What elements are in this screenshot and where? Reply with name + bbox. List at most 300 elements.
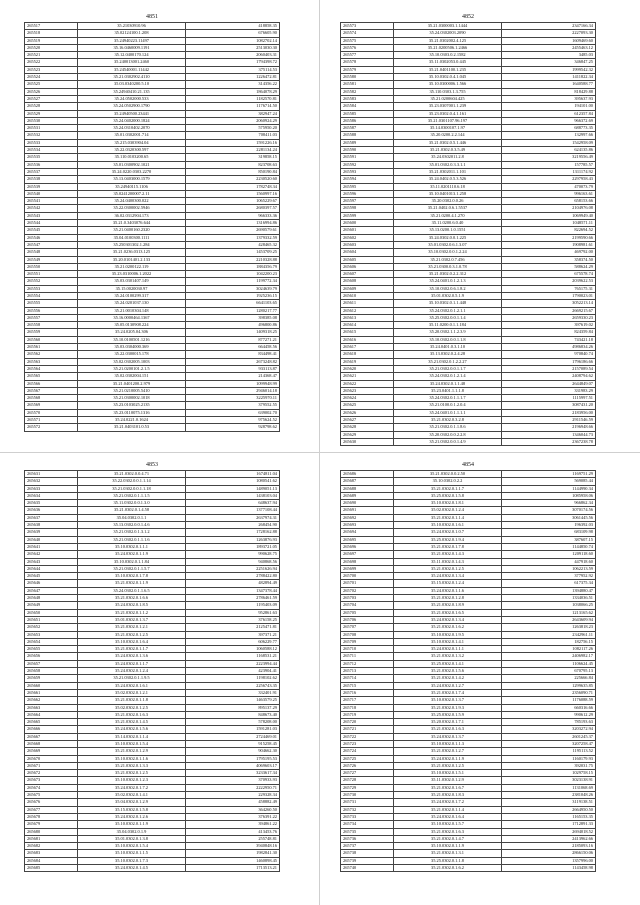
code-cell: 35.21.0301107.96.197 — [394, 117, 502, 124]
amount-cell: 975624.52 — [186, 417, 280, 424]
code-cell: 35.215.0303904.04 — [78, 139, 186, 146]
amount-cell: 3233617.34 — [186, 770, 280, 777]
code-cell: 35.21.0302.0.1.1.1.6 — [78, 536, 186, 543]
table-row — [341, 431, 596, 438]
record-id-cell: 265604 — [341, 249, 394, 256]
code-cell: 35.04.0302.0.1.1 — [78, 514, 186, 521]
record-id-cell: 265718 — [341, 704, 394, 711]
amount-cell: 1411822.34 — [502, 74, 596, 81]
amount-cell: 482894.49 — [186, 580, 280, 587]
table-row — [341, 307, 596, 314]
amount-cell: 2637974.31 — [186, 514, 280, 521]
table-row — [341, 300, 596, 307]
amount-cell: 2413962.66 — [502, 835, 596, 842]
record-id-cell: 265523 — [25, 66, 78, 73]
code-cell: 35.22.0302.0.0.1.1.14 — [78, 478, 186, 485]
code-cell: 35.21.0302.0.1.4.2 — [394, 675, 502, 682]
table-row — [341, 322, 596, 329]
code-cell: 35.13.0200.1.0.1551 — [394, 227, 502, 234]
amount-cell: 2786461.59 — [186, 595, 280, 602]
amount-cell: 1209118.60 — [502, 551, 596, 558]
record-id-cell: 265729 — [341, 784, 394, 791]
record-id-cell: 265642 — [25, 551, 78, 558]
table-row — [25, 522, 280, 529]
record-id-cell: 265636 — [25, 507, 78, 514]
code-cell: 35.02124100.1.208 — [78, 30, 186, 37]
table-row — [25, 44, 280, 51]
record-id-cell: 265690 — [341, 500, 394, 507]
code-cell: 35.21.0400160.2320 — [78, 227, 186, 234]
table-body — [341, 23, 596, 446]
code-cell: 35.01.0302.0.6.1.3.07 — [394, 241, 502, 248]
table-row — [25, 402, 280, 409]
code-cell: 35.25.0302.0.1.4.1 — [394, 660, 502, 667]
record-id-cell: 265548 — [25, 249, 78, 256]
record-id-cell: 265599 — [341, 212, 394, 219]
page-top-left — [24, 12, 280, 432]
record-id-cell: 265702 — [341, 587, 394, 594]
table-row — [25, 602, 280, 609]
table-row — [25, 478, 280, 485]
amount-cell: 624135.86 — [502, 147, 596, 154]
record-id-cell: 265637 — [25, 514, 78, 521]
amount-cell: 2911546.59 — [502, 417, 596, 424]
code-cell: 35.21.0.3403076.644 — [78, 220, 186, 227]
amount-cell: 395637.93 — [502, 95, 596, 102]
amount-cell: 676605.90 — [186, 30, 280, 37]
table-row — [25, 37, 280, 44]
record-id-cell: 265593 — [341, 168, 394, 175]
code-cell: 35.04.0100300.1111 — [78, 234, 186, 241]
table-row — [25, 380, 280, 387]
amount-cell: 708411.03 — [186, 132, 280, 139]
record-id-cell: 265666 — [25, 726, 78, 733]
code-cell: 35.24.0310402.2070 — [78, 125, 186, 132]
record-id-cell: 265630 — [341, 438, 394, 445]
amount-cell: 2251626.94 — [186, 565, 280, 572]
amount-cell: 2866150.06 — [502, 850, 596, 857]
record-id-cell: 265517 — [25, 23, 78, 30]
code-cell: 35.24.0502000.533 — [78, 95, 186, 102]
table-row — [341, 770, 596, 777]
amount-cell: 1674811.04 — [186, 471, 280, 478]
code-cell: 35.21.0302.0.0.1.4.9 — [394, 438, 502, 445]
code-cell: 35.21.0302.0.1.6.2 — [394, 624, 502, 631]
code-cell: 35.21.0302.0.1.3.1.2 — [78, 529, 186, 536]
data-table — [340, 470, 596, 872]
record-id-cell: 265608 — [341, 278, 394, 285]
code-cell: 35.21.0302.0.1.1.7 — [394, 485, 502, 492]
code-cell: 35.24.0402000.1824 — [78, 117, 186, 124]
code-cell: 35.10.0302.0.1.9.5 — [394, 631, 502, 638]
table-row — [25, 365, 280, 372]
table-row — [341, 37, 596, 44]
code-cell: 35.24.0302.0.1.1.7 — [78, 660, 186, 667]
amount-cell: 1463579.25 — [186, 697, 280, 704]
table-row — [341, 551, 596, 558]
table-row — [341, 81, 596, 88]
code-cell: 35.13.0302.0.0.1.4.6 — [78, 522, 186, 529]
amount-cell: 1168531.21 — [186, 653, 280, 660]
amount-cell: 2342961.11 — [502, 631, 596, 638]
table-row — [25, 74, 280, 81]
record-id-cell: 265731 — [341, 799, 394, 806]
code-cell: 35.21.0302.0.0.4.71 — [78, 471, 186, 478]
record-id-cell: 265541 — [25, 198, 78, 205]
table-row — [25, 719, 280, 726]
amount-cell: 743421.18 — [502, 336, 596, 343]
record-id-cell: 265545 — [25, 227, 78, 234]
code-cell: 35.21.0302.0.2.2.312 — [394, 271, 502, 278]
amount-cell: 2724469.01 — [186, 733, 280, 740]
record-id-cell: 265595 — [341, 183, 394, 190]
code-cell: 35.24.0302.0.0.1.225 — [394, 234, 502, 241]
code-cell: 35.24.0302.0.1.1.9 — [78, 551, 186, 558]
table-row — [341, 220, 596, 227]
amount-cell: 904662.30 — [186, 748, 280, 755]
record-id-cell: 265651 — [25, 616, 78, 623]
amount-cell: 1263876.93 — [186, 536, 280, 543]
amount-cell: 2643609.94 — [502, 616, 596, 623]
code-cell: 35.16.0000464.1367 — [78, 314, 186, 321]
table-row — [341, 249, 596, 256]
amount-cell: 1060588.12 — [186, 646, 280, 653]
record-id-cell: 265709 — [341, 638, 394, 645]
code-cell: 35.10.0302.0.1.1.5 — [78, 850, 186, 857]
table-row — [25, 609, 280, 616]
code-cell: 35.24.0302.0.1.2.4 — [78, 668, 186, 675]
record-id-cell: 265522 — [25, 59, 78, 66]
record-id-cell: 265588 — [341, 132, 394, 139]
code-cell: 35.110.0303.1.3.755 — [394, 88, 502, 95]
record-id-cell: 265677 — [25, 806, 78, 813]
table-row — [341, 675, 596, 682]
table-row — [341, 154, 596, 161]
table-row — [25, 424, 280, 431]
table-row — [341, 205, 596, 212]
amount-cell: 933113.87 — [186, 365, 280, 372]
amount-cell: 2788422.80 — [186, 573, 280, 580]
table-row — [341, 478, 596, 485]
table-row — [25, 529, 280, 536]
amount-cell: 1065229.67 — [186, 198, 280, 205]
code-cell: 35.21.0302.0.1.1.2 — [78, 609, 186, 616]
code-cell: 35.21.0302002.4.125 — [394, 37, 502, 44]
record-id-cell: 265635 — [25, 500, 78, 507]
code-cell: 35.22.0300015.178 — [78, 351, 186, 358]
record-id-cell: 265537 — [25, 168, 78, 175]
amount-cell: 1169751.29 — [502, 471, 596, 478]
amount-cell: 1591281.03 — [186, 726, 280, 733]
table-row — [25, 220, 280, 227]
code-cell: 35.21.0302.0.1.1.7 — [78, 646, 186, 653]
code-cell: 35.24.0401.0.1.1.1.1 — [394, 409, 502, 416]
table-row — [25, 23, 280, 30]
record-id-cell: 265654 — [25, 638, 78, 645]
code-cell: 35.10.0401013.1.258 — [394, 190, 502, 197]
code-cell: 35.20.0302.0.1.7.1 — [394, 719, 502, 726]
record-id-cell: 265723 — [341, 740, 394, 747]
amount-cell: 2644849.07 — [502, 380, 596, 387]
amount-cell: 1106624.45 — [502, 660, 596, 667]
amount-cell: 182756.15 — [502, 638, 596, 645]
code-cell: 35.02.0302.0.1.2.4 — [394, 507, 502, 514]
table-row — [341, 417, 596, 424]
record-id-cell: 265683 — [25, 850, 78, 857]
amount-cell: 194101.00 — [502, 103, 596, 110]
amount-cell: 617375.34 — [502, 580, 596, 587]
table-row — [341, 500, 596, 507]
amount-cell: 648637.94 — [186, 500, 280, 507]
table-row — [25, 322, 280, 329]
table-row — [25, 646, 280, 653]
code-cell: 35.11.0302.0.1.2.9 — [394, 777, 502, 784]
code-cell: 35.21.0302.0.1.2.5 — [78, 631, 186, 638]
table-row — [341, 777, 596, 784]
record-id-cell: 265610 — [341, 292, 394, 299]
amount-cell: 331983.29 — [502, 387, 596, 394]
table-row — [25, 205, 280, 212]
table-row — [25, 587, 280, 594]
record-id-cell: 265730 — [341, 792, 394, 799]
code-cell: 35.21.0302.0.1.1.9 — [78, 580, 186, 587]
amount-cell: 1082702.14 — [186, 37, 280, 44]
code-cell: 35.21.0302.0.0.2.50 — [394, 471, 502, 478]
amount-cell: 470073.79 — [502, 183, 596, 190]
record-id-cell: 265680 — [25, 828, 78, 835]
record-id-cell: 265564 — [25, 365, 78, 372]
code-cell: 35.21.0302.0.1.2.7 — [394, 748, 502, 755]
table-row — [25, 551, 280, 558]
amount-cell: 2281134.24 — [186, 147, 280, 154]
record-id-cell: 265632 — [25, 478, 78, 485]
record-id-cell: 265644 — [25, 565, 78, 572]
amount-cell: 1982841.30 — [186, 850, 280, 857]
amount-cell: 2183956.00 — [502, 409, 596, 416]
code-cell: 35.21.0302.0.1.8.9 — [394, 602, 502, 609]
record-id-cell: 265557 — [25, 314, 78, 321]
code-cell: 35.25.0302.0.0.1.1.4 — [394, 314, 502, 321]
code-cell: 35.11.0201110.6.18 — [394, 183, 502, 190]
record-id-cell: 265628 — [341, 424, 394, 431]
table-row — [341, 88, 596, 95]
record-id-cell: 265520 — [25, 44, 78, 51]
record-id-cell: 265697 — [341, 551, 394, 558]
code-cell: 35.05.0130908.224 — [78, 322, 186, 329]
code-cell: 35.21.0401100.1.235 — [394, 66, 502, 73]
table-row — [341, 609, 596, 616]
amount-cell: 2690579.61 — [186, 227, 280, 234]
code-cell: 35.21.0302.0.1.6.6 — [78, 595, 186, 602]
amount-cell: 575950.20 — [186, 125, 280, 132]
amount-cell: 966862.34 — [502, 500, 596, 507]
table-row — [341, 212, 596, 219]
record-id-cell: 265573 — [341, 23, 394, 30]
code-cell: 35.02.0302.0.1.2.5 — [78, 704, 186, 711]
table-row — [25, 813, 280, 820]
amount-cell: 664458.56 — [186, 344, 280, 351]
code-cell: 35.21.0200122.119 — [78, 263, 186, 270]
amount-cell: 2381048.26 — [502, 792, 596, 799]
table-row — [25, 770, 280, 777]
record-id-cell: 265724 — [341, 748, 394, 755]
record-id-cell: 265550 — [25, 263, 78, 270]
record-id-cell: 265706 — [341, 616, 394, 623]
amount-cell: 1165153.35 — [502, 813, 596, 820]
amount-cell: 458882.49 — [186, 799, 280, 806]
code-cell: 35.02.0302.0.1.4.1 — [78, 792, 186, 799]
record-id-cell: 265663 — [25, 704, 78, 711]
table-row — [341, 697, 596, 704]
code-cell: 35.10.0302.0.0.1.2.24 — [394, 249, 502, 256]
table-row — [341, 168, 596, 175]
record-id-cell: 265660 — [25, 682, 78, 689]
table-row — [341, 522, 596, 529]
code-cell: 35.21.0236.0313.125 — [78, 249, 186, 256]
record-id-cell: 265597 — [341, 198, 394, 205]
record-id-cell: 265631 — [25, 471, 78, 478]
code-cell: 35.11.0302.0.1.4.3 — [394, 558, 502, 565]
amount-cell: 824359.84 — [502, 329, 596, 336]
amount-cell: 569085.44 — [502, 478, 596, 485]
code-cell: 35.20.0302.0.0.26 — [394, 198, 502, 205]
table-row — [341, 263, 596, 270]
amount-cell: 1728162.88 — [186, 529, 280, 536]
amount-cell: 952861.63 — [186, 609, 280, 616]
code-cell: 35.10.0302.0.1.1.84 — [78, 558, 186, 565]
amount-cell: 1199772.34 — [186, 278, 280, 285]
table-row — [341, 23, 596, 30]
table-row — [341, 424, 596, 431]
record-id-cell: 265736 — [341, 835, 394, 842]
table-row — [341, 821, 596, 828]
table-row — [25, 638, 280, 645]
table-row — [341, 857, 596, 864]
code-cell: 35.250301302.1.284 — [78, 241, 186, 248]
table-row — [25, 103, 280, 110]
record-id-cell: 265653 — [25, 631, 78, 638]
code-cell: 35.21.0302.0.1.2.9 — [78, 748, 186, 755]
amount-cell: 2297958.43 — [502, 176, 596, 183]
amount-cell: 1082117.26 — [502, 646, 596, 653]
record-id-cell: 265687 — [341, 478, 394, 485]
table-row — [25, 81, 280, 88]
amount-cell: 2694018.52 — [502, 828, 596, 835]
table-row — [25, 806, 280, 813]
amount-cell: 358374.50 — [502, 256, 596, 263]
amount-cell: 683109.98 — [502, 529, 596, 536]
code-cell: 35.23.0310006.1.2022 — [78, 271, 186, 278]
table-row — [25, 740, 280, 747]
record-id-cell: 265739 — [341, 857, 394, 864]
page-number: 4851 — [146, 14, 158, 20]
amount-cell: 2673248.82 — [186, 358, 280, 365]
table-row — [341, 543, 596, 550]
record-id-cell: 265664 — [25, 711, 78, 718]
code-cell: 35.02.0302.0.1.2.1 — [78, 689, 186, 696]
table-row — [341, 565, 596, 572]
record-id-cell: 265626 — [341, 409, 394, 416]
amount-cell: 1062213.59 — [502, 565, 596, 572]
amount-cell: 1069949.40 — [502, 212, 596, 219]
code-cell: 35.21.0210005.5410 — [78, 387, 186, 394]
table-row — [25, 558, 280, 565]
amount-cell: 578208.00 — [186, 719, 280, 726]
record-id-cell: 265700 — [341, 573, 394, 580]
record-id-cell: 265566 — [25, 380, 78, 387]
code-cell: 35.10.0300006.1.566 — [394, 81, 502, 88]
code-cell: 35.10.0302.0.1.1.3 — [394, 740, 502, 747]
amount-cell: 1038066.25 — [502, 602, 596, 609]
record-id-cell: 265661 — [25, 689, 78, 696]
table-row — [25, 417, 280, 424]
record-id-cell: 265689 — [341, 492, 394, 499]
record-id-cell: 265540 — [25, 190, 78, 197]
code-cell: 35.21.0403101.0.53 — [78, 424, 186, 431]
code-cell: 35.15.0302.0.1.2.4 — [394, 580, 502, 587]
amount-cell: 2223994.44 — [186, 660, 280, 667]
table-row — [341, 95, 596, 102]
amount-cell: 1713513.21 — [186, 865, 280, 872]
record-id-cell: 265583 — [341, 95, 394, 102]
table-row — [25, 154, 280, 161]
amount-cell: 1908981.61 — [502, 241, 596, 248]
table-row — [341, 52, 596, 59]
code-cell: 35.10.0302.0.6.1.8.2 — [394, 285, 502, 292]
amount-cell: 1884356.79 — [186, 263, 280, 270]
code-cell: 35.01.0302.0.3.3.1.1 — [394, 161, 502, 168]
code-cell: 35.21.0302.0.1.1.4 — [394, 514, 502, 521]
amount-cell: 1379332.59 — [186, 234, 280, 241]
record-id-cell: 265585 — [341, 110, 394, 117]
amount-cell: 1195403.09 — [186, 602, 280, 609]
code-cell: 35.25.0302.0.1.9.4 — [394, 536, 502, 543]
amount-cell: 765175.31 — [502, 285, 596, 292]
record-id-cell: 265627 — [341, 417, 394, 424]
table-row — [25, 631, 280, 638]
record-id-cell: 265688 — [341, 485, 394, 492]
table-row — [341, 344, 596, 351]
table-row — [25, 595, 280, 602]
table-row — [341, 638, 596, 645]
record-id-cell: 265555 — [25, 300, 78, 307]
amount-cell: 418858.35 — [186, 23, 280, 30]
table-row — [25, 395, 280, 402]
record-id-cell: 265552 — [25, 278, 78, 285]
code-cell: 35.24.0302.0.1.5.6 — [78, 726, 186, 733]
record-id-cell: 265549 — [25, 256, 78, 263]
code-cell: 35.21.0302.0.1.1.4 — [394, 806, 502, 813]
amount-cell: 370933.93 — [186, 777, 280, 784]
table-row — [341, 748, 596, 755]
amount-cell: 1316994.86 — [186, 220, 280, 227]
amount-cell: 1864078.29 — [186, 88, 280, 95]
amount-cell: 3203272.94 — [502, 726, 596, 733]
amount-cell: 1460898.45 — [186, 857, 280, 864]
record-id-cell: 265674 — [25, 784, 78, 791]
amount-cell: 2104976.08 — [502, 205, 596, 212]
record-id-cell: 265621 — [341, 373, 394, 380]
amount-cell: 157785.57 — [502, 161, 596, 168]
table-row — [341, 602, 596, 609]
table-row — [25, 59, 280, 66]
record-id-cell: 265624 — [341, 395, 394, 402]
code-cell: 35.13.0403000.1579 — [78, 176, 186, 183]
code-cell: 35.01.0302.0.1.3.7 — [78, 616, 186, 623]
table-row — [25, 234, 280, 241]
record-id-cell: 265551 — [25, 271, 78, 278]
amount-cell: 639002.70 — [186, 409, 280, 416]
